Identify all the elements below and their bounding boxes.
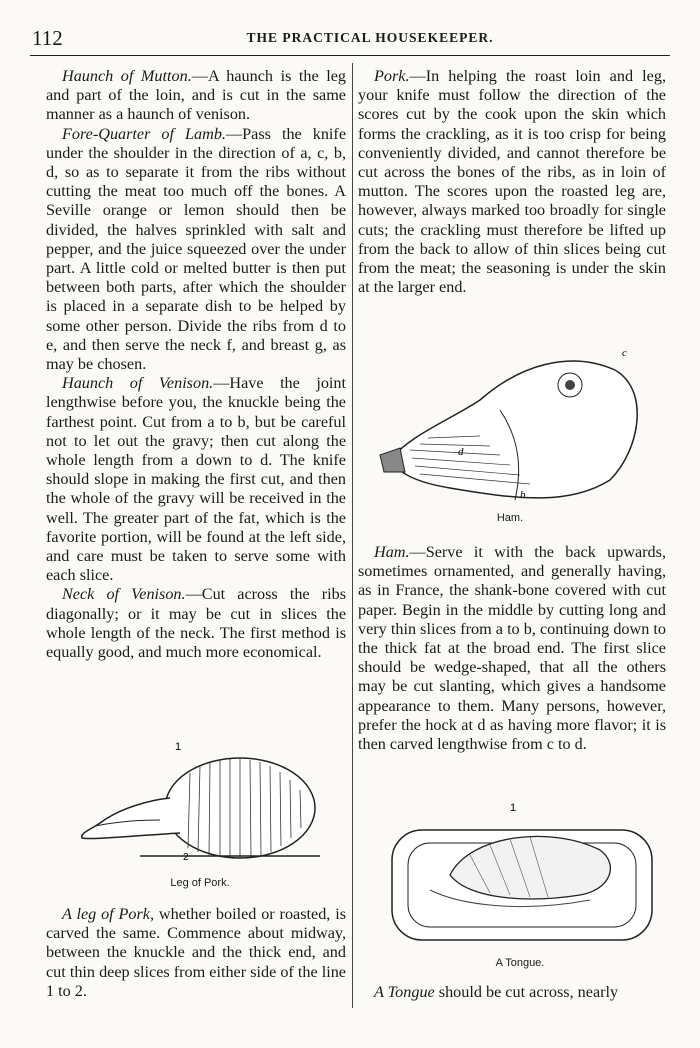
paragraph-pork: Pork.—In helping the roast loin and leg, your knife must follow the direction of the scores cut by the cook upon the skin which forms the crackling, as it is too crisp for being conveniently divided, and cannot therefore be cut across the bones of the ribs, as in loin of mutton. The scores upon the roasted leg are, however, always marked too broadly for single cuts; the crackling must therefore be lifted up from the back to allow of thin slices being cut from the meat; the seasoning is under the skin at the larger end. — [358, 67, 666, 297]
tongue-illustration — [380, 795, 665, 950]
heading-neck-venison: Neck of Venison. — [62, 585, 186, 604]
paragraph-tongue: A Tongue should be cut across, nearly — [374, 983, 619, 1001]
leg-label-1: 1 — [175, 741, 182, 753]
right-column-bottom — [358, 983, 666, 1002]
right-column — [358, 67, 666, 297]
right-column-middle — [358, 543, 666, 754]
left-column-bottom — [46, 905, 346, 1001]
paragraph-haunch-mutton: Haunch of Mutton.—A haunch is the leg and part of the loin, and is cut in the same manner as a haunch of venison. — [46, 67, 347, 124]
tongue-drawing — [380, 795, 665, 950]
heading-leg-of-pork: A leg of Pork, — [62, 905, 155, 923]
leg-of-pork-illustration — [70, 728, 330, 868]
paragraph-leg-of-pork: A leg of Pork, whether boiled or roasted, is carved the same. Commence about midway, between the knuckle and the thick end, and cut thin deep slices from either side of the line 1 to 2. — [46, 905, 346, 1000]
tongue-label-1: 1 — [510, 802, 517, 814]
column-divider — [352, 63, 353, 1008]
heading-ham: Ham. — [374, 543, 410, 561]
paragraph-haunch-venison: Haunch of Venison.—Have the joint lengthwise before you, the knuckle being the farthest point. Cut from a to b, but be careful not to let out the gravy; then cut along the whole length from a down to d. The knife should slope in making the first cut, and then the whole of the gravy will be received in the well. The greater part of the fat, which is the favorite portion, will be found at the left side, and care must be taken to serve some with each slice. — [46, 374, 347, 585]
tongue-caption: A Tongue. — [495, 957, 545, 969]
ham-caption: Ham. — [496, 512, 524, 524]
page-number: 112 — [32, 26, 63, 50]
running-title: THE PRACTICAL HOUSEKEEPER. — [246, 30, 494, 45]
leg-of-pork-caption: Leg of Pork. — [170, 877, 230, 889]
header-rule — [30, 55, 670, 56]
ham-label-c: c — [622, 347, 627, 359]
heading-tongue: A Tongue — [374, 983, 435, 1001]
ham-label-d: d — [458, 446, 464, 458]
paragraph-neck-venison: Neck of Venison.—Cut across the ribs diagonally; or it may be cut in slices the whole length of the neck. The first method is equally good, and much more economical. — [46, 585, 346, 662]
paragraph-fore-quarter-lamb: Fore-Quarter of Lamb.—Pass the knife under the shoulder in the direction of a, c, b, d, so as to separate it from the ribs without cutting the meat too much off the bones. A Seville orange or lemon should then be divided, the halves sprinkled with salt and pepper, and the juice squeezed over the under part. A little cold or melted butter is then put between both parts, after which the shoulder is placed in a separate dish to be helped by some other person. Divide the ribs from d to e, and then serve the neck f, and breast g, as may be chosen. — [46, 124, 347, 374]
heading-haunch-venison: Haunch of Venison. — [62, 374, 214, 393]
ham-label-b: b — [520, 489, 526, 501]
left-column — [46, 67, 346, 662]
page-header — [30, 22, 670, 52]
ham-illustration — [370, 340, 660, 510]
heading-pork: Pork. — [374, 67, 410, 85]
heading-haunch-mutton: Haunch of Mutton. — [62, 67, 192, 85]
heading-fore-quarter-lamb: Fore-Quarter of Lamb. — [62, 124, 226, 143]
paragraph-ham: Ham.—Serve it with the back upwards, sometimes ornamented, and generally having, as in France, the shank-bone covered with cut paper. Begin in the middle by cutting long and very thin slices from a to b, continuing down to the thick fat at the broad end. The first slice should be wedge-shaped, that all the others may be cut slanting, which gives a handsome appearance to them. Many persons, however, prefer the hock at d as having more flavor; it is then carved lengthwise from c to d. — [358, 543, 666, 754]
ham-drawing — [370, 340, 660, 510]
leg-of-pork-drawing — [70, 728, 330, 868]
leg-label-2: 2 — [183, 852, 189, 863]
